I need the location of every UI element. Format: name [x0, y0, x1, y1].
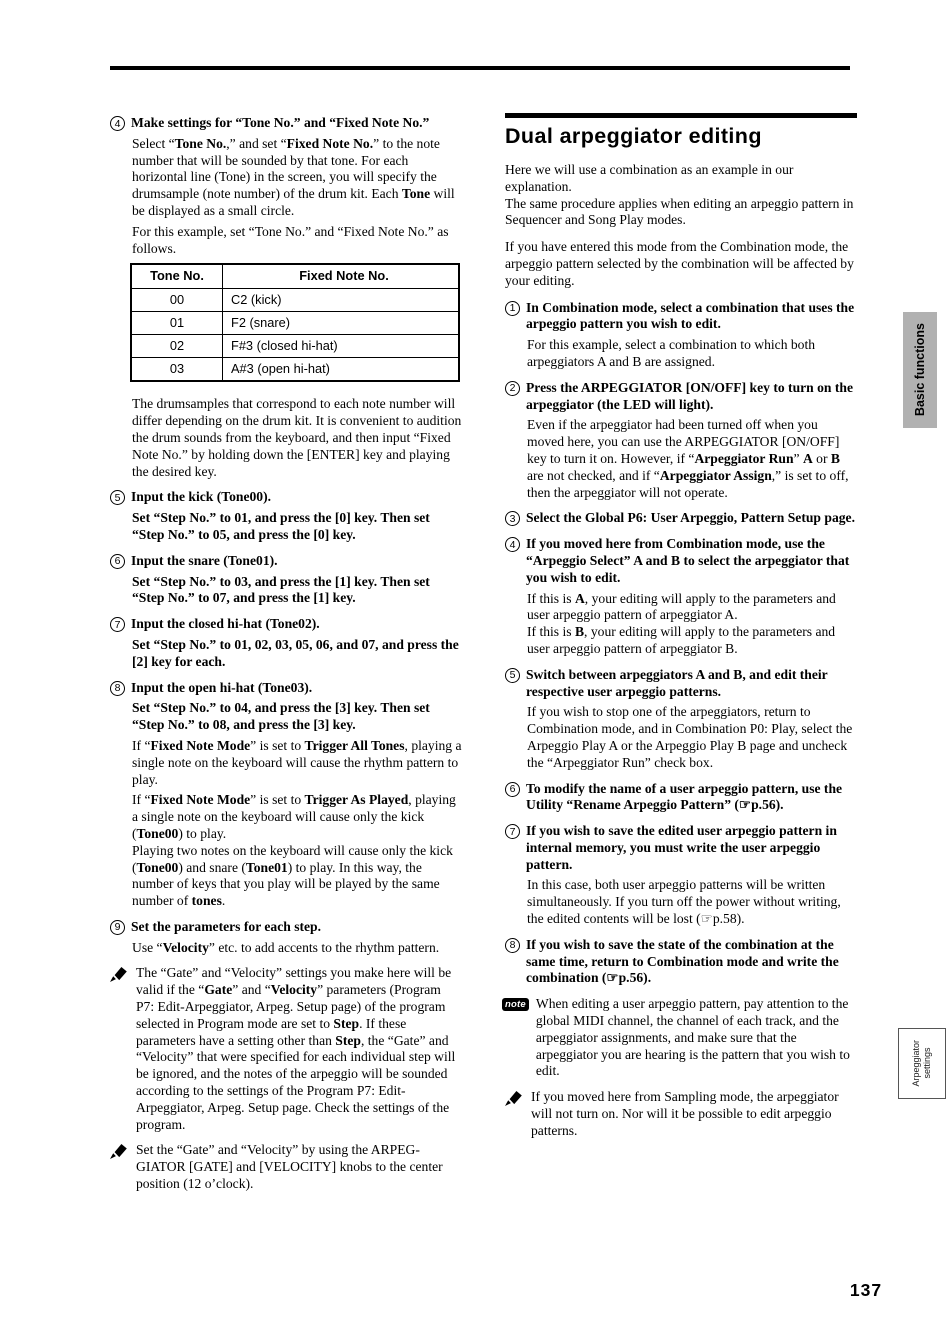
paragraph: For this example, select a combination to which both arpeggiators A and B are assigned.	[527, 337, 816, 369]
top-rule	[110, 66, 850, 70]
step-item	[505, 380, 857, 414]
step-number-circle: 4	[110, 116, 125, 131]
section-title: Dual arpeggiator editing	[505, 124, 762, 148]
note-icon-cell	[502, 996, 529, 1080]
table-row	[131, 335, 459, 358]
sidebar-tab-basic-functions-label: Basic functions	[912, 323, 927, 417]
paragraph: The “Gate” and “Velocity” settings you make here will be valid if the “Gate” and “Velocity” parameters (Program P7: Edit-Arpeggiator, Arpeg. Setup page) of the program selected in Program mode are set to Step. If these parameters have a setting other than Step, the “Gate” and “Velocity” that were specified for each individual step will be ignored, and the notes of the arpeggio will be sounded according to the settings of the Program P7: Edit-Arpeggiator, Arpeg. Setup page. Check the settings of the program.	[136, 965, 456, 1132]
paragraph: Set the “Gate” and “Velocity” by using the ARPEGGIATOR [GATE] and [VELOCITY] knobs to the center position (12 o’clock).	[136, 1142, 443, 1192]
paragraph: If “Fixed Note Mode” is set to Trigger All Tones, playing a single note on the keyboard will cause the rhythm pattern to play.	[132, 737, 462, 787]
section-heading-bar	[505, 113, 857, 118]
step-item	[505, 300, 857, 334]
tone-no-cell: 03	[131, 358, 223, 382]
step-number-circle: 6	[110, 554, 125, 569]
paragraph: For this example, set “Tone No.” and “Fixed Note No.” as follows.	[132, 223, 449, 256]
paragraph: In this case, both user arpeggio patterns will be written simultaneously. If you turn off the power without writing, the edited contents will be lost (☞p.58).	[527, 877, 841, 927]
paragraph: Set “Step No.” to 03, and press the [1] key. Then set “Step No.” to 07, and press the [1] key.	[132, 573, 430, 606]
fixed-note-cell: F2 (snare)	[223, 312, 460, 335]
step-item	[110, 616, 462, 633]
paragraph: If you wish to stop one of the arpeggiators, return to Combination mode, and in Combination P0: Play, select the Arpeggio Play A or the Arpeggio Play B page and uncheck the “Arpeggiator Run” check box.	[527, 704, 853, 770]
step-number-circle: 9	[110, 920, 125, 935]
paragraph: The drumsamples that correspond to each note number will differ depending on the drum kit. It is convenient to audition the drum sounds from the keyboard, and then input “Fixed Note No.” by holding down the [ENTER] key and playing the desired key.	[132, 396, 462, 479]
step-number-circle: 3	[505, 511, 520, 526]
table-row	[131, 312, 459, 335]
sidebar-tab-basic-functions	[903, 312, 937, 428]
step-number-circle: 1	[505, 301, 520, 316]
caution-pencil-icon	[110, 1144, 127, 1192]
step-number-circle: 8	[505, 938, 520, 953]
step-number-circle: 2	[505, 381, 520, 396]
step-number-circle: 5	[505, 668, 520, 683]
table-header-row	[131, 264, 459, 289]
step-heading: Input the closed hi-hat (Tone02).	[131, 616, 320, 632]
paragraph: When editing a user arpeggio pattern, pay attention to the global MIDI channel, the channel of each track, and the arpeggiator assignments, and make sure that the arpeggiator you are hearing is the pattern that you wish to edit.	[535, 996, 850, 1079]
step-item	[110, 919, 462, 936]
step-number-circle: 4	[505, 537, 520, 552]
caution-pencil-icon	[110, 967, 127, 1133]
caution-block	[502, 1089, 857, 1139]
fixed-note-cell: C2 (kick)	[223, 289, 460, 312]
paragraph: If “Fixed Note Mode” is set to Trigger As Played, playing a single note on the keyboard will cause only the kick (Tone00) to play. Playing two notes on the keyboard will cause only the kick (Tone00) and snare (Tone01) to play. In this way, the number of keys that you play will be played by the same number of tones.	[132, 792, 456, 909]
table-header-cell: Fixed Note No.	[223, 264, 460, 289]
caution-block	[107, 1142, 462, 1192]
caution-icon-cell	[107, 1142, 129, 1192]
left-column	[110, 106, 462, 1202]
paragraph: Here we will use a combination as an example in our explanation. The same procedure applies when editing an arpeggio pattern in Sequencer and Song Play modes.	[505, 162, 854, 228]
step-heading: If you wish to save the state of the combination at the same time, return to Combination mode and write the combination (☞p.56).	[526, 936, 839, 986]
paragraph: If this is A, your editing will apply to the parameters and user arpeggio pattern of arpeggiator A. If this is B, your editing will apply to the parameters and user arpeggio pattern of arpeggiator B.	[527, 590, 836, 656]
note-block	[502, 996, 857, 1080]
paragraph: Select “Tone No.,” and set “Fixed Note No.” to the note number that will be sounded by that tone. For each horizontal line (Tone) in the screen, you will specify the drumsample (note number) of the drum kit. Each Tone will be displayed as a small circle.	[132, 135, 455, 218]
paragraph: Use “Velocity” etc. to add accents to the rhythm pattern.	[132, 939, 440, 955]
tone-no-cell: 00	[131, 289, 223, 312]
step-item	[110, 115, 462, 132]
step-heading: Make settings for “Tone No.” and “Fixed Note No.”	[131, 115, 430, 130]
paragraph: Set “Step No.” to 04, and press the [3] key. Then set “Step No.” to 08, and press the [3] key.	[132, 700, 430, 733]
tone-no-cell: 02	[131, 335, 223, 358]
page-number: 137	[849, 1280, 883, 1300]
table-row	[131, 289, 459, 312]
step-item	[110, 489, 462, 506]
tone-no-cell: 01	[131, 312, 223, 335]
paragraph: If you moved here from Sampling mode, the arpeggiator will not turn on. Nor will it be possible to edit arpeggio patterns.	[531, 1089, 839, 1138]
table-header-cell: Tone No.	[131, 264, 223, 289]
step-item	[505, 823, 857, 873]
note-icon: note	[502, 998, 529, 1011]
caution-icon-cell	[502, 1089, 524, 1139]
step-heading: In Combination mode, select a combination that uses the arpeggio pattern you wish to edit.	[526, 299, 855, 332]
step-item	[505, 536, 857, 586]
step-number-circle: 8	[110, 681, 125, 696]
step-item	[110, 680, 462, 697]
step-heading: Input the kick (Tone00).	[131, 489, 271, 505]
step-number-circle: 7	[110, 617, 125, 632]
paragraph: If you have entered this mode from the Combination mode, the arpeggio pattern selected by the combination will be affected by your editing.	[505, 239, 854, 288]
step-number-circle: 5	[110, 490, 125, 505]
step-heading: Press the ARPEGGIATOR [ON/OFF] key to turn on the arpeggiator (the LED will light).	[526, 379, 853, 412]
caution-icon-cell	[107, 965, 129, 1133]
step-number-circle: 7	[505, 824, 520, 839]
fixed-note-cell: F#3 (closed hi-hat)	[223, 335, 460, 358]
step-heading: If you wish to save the edited user arpeggio pattern in internal memory, you must write the user arpeggio pattern.	[526, 823, 837, 872]
right-column	[505, 106, 857, 1149]
step-heading: Set the parameters for each step.	[131, 918, 322, 934]
right-column-blocks	[505, 162, 857, 1140]
paragraph: Even if the arpeggiator had been turned off when you moved here, you can use the ARPEGGIATOR [ON/OFF] key to turn it on. However, if “Arpeggiator Run” A or B are not checked, and if “Arpeggiator Assign,” is set to off, then the arpeggiator will not operate.	[527, 417, 849, 500]
step-item	[110, 553, 462, 570]
caution-pencil-icon	[505, 1091, 522, 1139]
tone-note-table	[130, 263, 460, 382]
sidebar-tab-arpeggiator-settings	[898, 1028, 946, 1099]
table-row	[131, 358, 459, 382]
step-heading: Input the open hi-hat (Tone03).	[131, 679, 313, 695]
step-number-circle: 6	[505, 782, 520, 797]
step-heading: Select the Global P6: User Arpeggio, Pattern Setup page.	[526, 510, 855, 526]
paragraph: Set “Step No.” to 01, 02, 03, 05, 06, and 07, and press the [2] key for each.	[132, 636, 459, 669]
sidebar-tab-arpeggiator-settings-label: Arpeggiator settings	[911, 1040, 932, 1087]
step-item	[505, 781, 857, 815]
step-item	[505, 667, 857, 701]
step-heading: Input the snare (Tone01).	[131, 552, 278, 568]
step-heading: Switch between arpeggiators A and B, and edit their respective user arpeggio patterns.	[526, 666, 828, 699]
fixed-note-cell: A#3 (open hi-hat)	[223, 358, 460, 382]
step-heading: If you moved here from Combination mode, use the “Arpeggio Select” A and B to select the arpeggiator that you wish to edit.	[526, 536, 850, 585]
paragraph: Set “Step No.” to 01, and press the [0] key. Then set “Step No.” to 05, and press the [0] key.	[132, 510, 430, 542]
caution-block	[107, 965, 462, 1133]
step-item	[505, 510, 857, 527]
step-heading: To modify the name of a user arpeggio pattern, use the Utility “Rename Arpeggio Pattern” (☞p.56).	[526, 780, 843, 813]
step-item	[505, 937, 857, 987]
